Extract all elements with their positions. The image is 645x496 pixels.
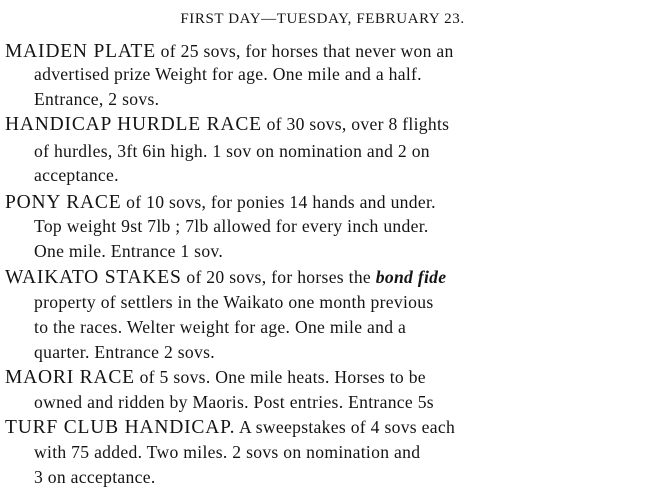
entry-line: owned and ridden by Maoris. Post entries. Entrance 5s <box>34 392 434 412</box>
entry-line: acceptance. <box>34 165 119 185</box>
entry-line <box>5 113 449 135</box>
entry-line: One mile. Entrance 1 sov. <box>34 241 224 261</box>
entry-line: with 75 added. Two miles. 2 sovs on nomination and <box>34 442 421 462</box>
entry-text: of 20 sovs, for horses the <box>181 267 376 287</box>
entry-line: 3 on acceptance. <box>34 467 156 487</box>
entry-text: of 10 sovs, for ponies 14 hands and under. <box>121 192 436 212</box>
entry-text: A sweepstakes of 4 sovs each <box>235 417 456 437</box>
entry-line: quarter. Entrance 2 sovs. <box>34 342 215 362</box>
entry-line <box>5 191 436 213</box>
entry-line: to the races. Welter weight for age. One mile and a <box>34 317 407 337</box>
race-name: PONY RACE <box>5 192 122 213</box>
entry-line <box>5 266 446 288</box>
entry-line: Top weight 9st 7lb ; 7lb allowed for every inch under. <box>34 216 429 236</box>
race-day-heading: FIRST DAY—TUESDAY, FEBRUARY 23. <box>180 11 465 27</box>
entry-line <box>5 416 455 438</box>
entry-line <box>5 366 426 388</box>
race-name: TURF CLUB HANDICAP. <box>5 417 236 438</box>
entry-text: of 30 sovs, over 8 flights <box>261 114 450 134</box>
race-name: HANDICAP HURDLE RACE <box>5 114 262 135</box>
entry-line: property of settlers in the Waikato one month previous <box>34 292 434 312</box>
race-name: MAIDEN PLATE <box>5 41 156 62</box>
entry-text: of 25 sovs, for horses that never won an <box>155 41 454 61</box>
entry-line: advertised prize Weight for age. One mile and a half. <box>34 64 422 84</box>
entry-line: Entrance, 2 sovs. <box>34 89 160 109</box>
race-name: MAORI RACE <box>5 367 135 388</box>
entry-line: of hurdles, 3ft 6in high. 1 sov on nomination and 2 on <box>34 141 430 161</box>
entry-text: of 5 sovs. One mile heats. Horses to be <box>134 367 426 387</box>
entry-line <box>5 40 454 62</box>
race-name: WAIKATO STAKES <box>5 267 182 288</box>
emphasis-text: bond fide <box>375 267 447 287</box>
